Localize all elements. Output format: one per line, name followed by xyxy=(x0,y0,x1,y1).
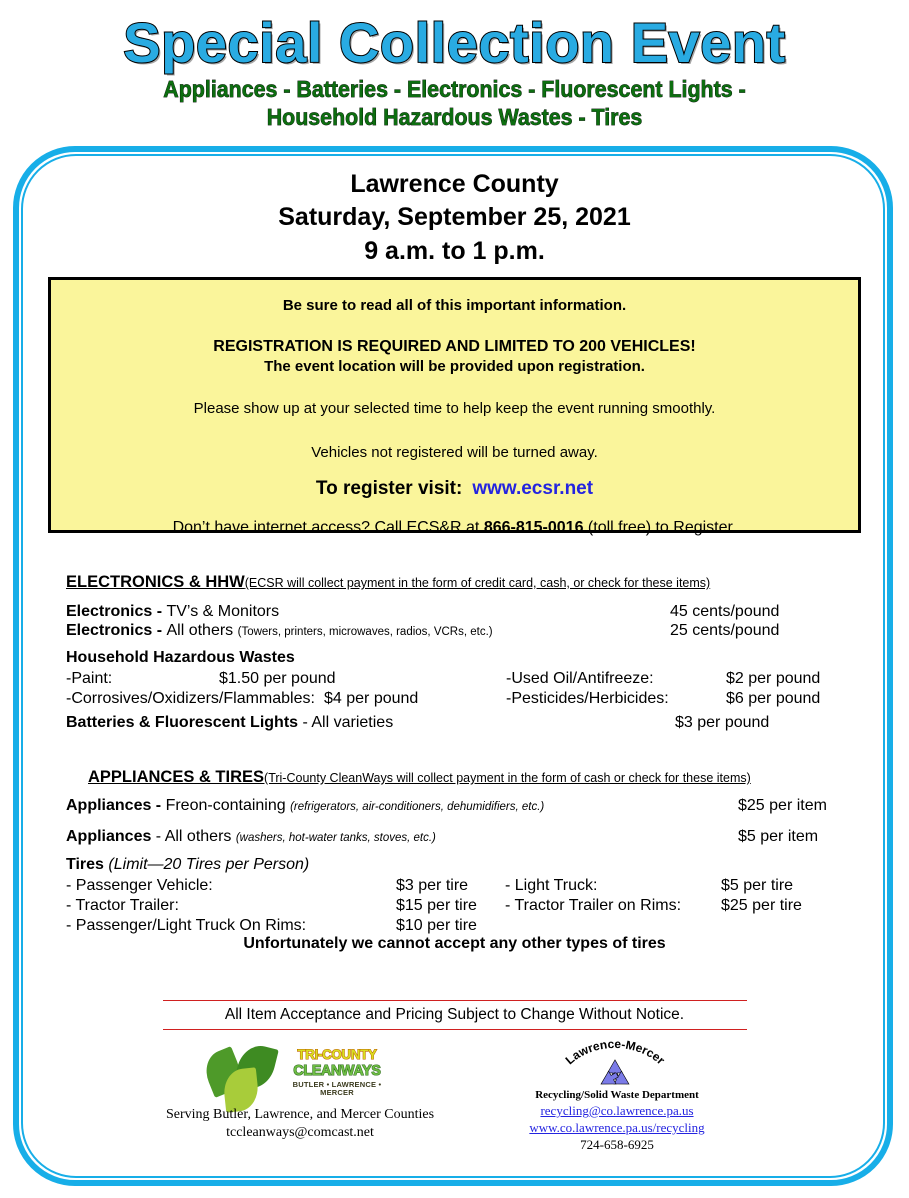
electronics-row-others xyxy=(66,621,909,642)
tire-passenger-label: - Passenger Vehicle: xyxy=(66,877,213,894)
tire-light-truck-price: $5 per tire xyxy=(721,877,794,894)
electronics-others-examples: (Towers, printers, microwaves, radios, VCRs, etc.) xyxy=(237,626,493,638)
appliances-heading-note: (Tri-County CleanWays will collect payment in the form of cash or check for these items) xyxy=(264,771,751,785)
pricing-disclaimer: All Item Acceptance and Pricing Subject to Change Without Notice. xyxy=(224,1006,685,1023)
hhw-block xyxy=(0,648,909,707)
appliance-others-label: Appliances xyxy=(66,828,152,845)
appliance-freon-price: $25 per item xyxy=(738,797,827,814)
electronics-heading-text: ELECTRONICS & HHW xyxy=(66,573,245,591)
event-details xyxy=(0,168,909,268)
event-time: 9 a.m. to 1 p.m. xyxy=(364,236,545,265)
hhw-used-oil-price: $2 per pound xyxy=(726,670,821,687)
tri-county-contact xyxy=(110,1106,490,1142)
tri-county-cleanways-logo xyxy=(200,1043,390,1099)
appliances-heading-text: APPLIANCES & TIRES xyxy=(88,768,265,786)
tire-light-truck-label: - Light Truck: xyxy=(505,877,598,894)
electronics-section-heading xyxy=(66,573,909,592)
notice-line-1: Be sure to read all of this important information. xyxy=(282,297,627,314)
footer-rule-bottom xyxy=(163,1029,747,1030)
batteries-price: $3 per pound xyxy=(675,714,770,731)
subtitle-line-1: Appliances - Batteries - Electronics - Fluorescent Lights - xyxy=(163,76,746,103)
electronics-tv-text: TV’s & Monitors xyxy=(166,603,280,620)
tires-price-table xyxy=(0,874,909,938)
appliance-row-others xyxy=(66,827,909,848)
tri-county-logo-text xyxy=(278,1047,396,1096)
footer-rule-top xyxy=(163,1000,747,1001)
appliance-freon-text: Freon-containing xyxy=(165,797,291,814)
event-date: Saturday, September 25, 2021 xyxy=(278,203,631,232)
tire-on-rims-label: - Passenger/Light Truck On Rims: xyxy=(66,917,307,934)
tri-county-counties-line: BUTLER • LAWRENCE • MERCER xyxy=(292,1080,382,1097)
tire-tractor-trailer-label: - Tractor Trailer: xyxy=(66,897,179,914)
tire-tractor-rims-label: - Tractor Trailer on Rims: xyxy=(505,897,682,914)
appliance-freon-examples: (refrigerators, air-conditioners, dehumidifiers, etc.) xyxy=(290,801,545,813)
tire-tractor-rims-price: $25 per tire xyxy=(721,897,802,914)
tires-acceptance-note: Unfortunately we cannot accept any other types of tires xyxy=(243,935,666,952)
tri-county-serving-text: Serving Butler, Lawrence, and Mercer Counties xyxy=(165,1107,435,1122)
appliance-others-text: - All others xyxy=(151,828,236,845)
appliance-others-examples: (washers, hot-water tanks, stoves, etc.) xyxy=(235,832,436,844)
electronics-heading-note: (ECSR will collect payment in the form of credit card, cash, or check for these items) xyxy=(244,576,711,590)
appliance-others-price: $5 per item xyxy=(738,828,819,845)
lawrence-mercer-contact xyxy=(497,1103,737,1154)
hhw-title: Household Hazardous Wastes xyxy=(66,649,295,666)
electronics-others-price: 25 cents/pound xyxy=(670,622,780,639)
page-title: Special Collection Event xyxy=(123,11,786,74)
header-block xyxy=(0,11,909,131)
tire-passenger-price: $3 per tire xyxy=(396,877,469,894)
tires-title xyxy=(66,855,909,874)
register-by-phone-line xyxy=(51,519,858,537)
electronics-heading-underline xyxy=(66,573,710,592)
appliances-heading-underline xyxy=(88,768,751,787)
register-phone-number: 866-815-0016 xyxy=(483,519,584,536)
register-url-link[interactable]: www.ecsr.net xyxy=(472,478,594,499)
page-subtitle xyxy=(32,75,877,131)
tire-on-rims-price: $10 per tire xyxy=(396,917,477,934)
tires-title-label: Tires xyxy=(66,856,109,873)
phone-suffix-text: (toll free) to Register. xyxy=(583,519,737,536)
hhw-price-table xyxy=(0,667,909,707)
hhw-paint-price: $1.50 per pound xyxy=(219,670,336,687)
tires-limit-note: (Limit—20 Tires per Person) xyxy=(108,856,310,873)
registration-notice-box xyxy=(48,277,861,536)
electronics-section xyxy=(0,573,909,592)
electronics-rows xyxy=(0,602,909,642)
electronics-tv-price: 45 cents/pound xyxy=(670,603,780,620)
appliance-row-freon xyxy=(66,796,909,817)
notice-location-info: The event location will be provided upon registration. xyxy=(264,358,645,375)
tire-tractor-trailer-price: $15 per tire xyxy=(396,897,477,914)
subtitle-line-2: Household Hazardous Wastes - Tires xyxy=(266,104,643,131)
tires-block xyxy=(0,855,909,938)
batteries-text: - All varieties xyxy=(298,714,394,731)
electronics-others-text: All others xyxy=(166,622,238,639)
batteries-label: Batteries & Fluorescent Lights xyxy=(66,714,299,731)
hhw-paint-label: -Paint: xyxy=(66,670,113,687)
electronics-others-label: Electronics - xyxy=(66,622,167,639)
register-line xyxy=(51,478,858,500)
appliances-rows xyxy=(0,796,909,848)
notice-unregistered-turned-away: Vehicles not registered will be turned away. xyxy=(311,444,598,461)
phone-prefix-text: Don’t have internet access? Call ECS&R at xyxy=(172,519,484,536)
lawrence-mercer-email-link[interactable]: recycling@co.lawrence.pa.us xyxy=(540,1103,694,1118)
hhw-corrosives-label: -Corrosives/Oxidizers/Flammables: xyxy=(66,690,315,707)
tri-county-wordmark-line1: TRI-COUNTY xyxy=(297,1046,377,1062)
event-county: Lawrence County xyxy=(350,170,559,198)
electronics-row-tv xyxy=(66,602,909,621)
lawrence-mercer-department: Recycling/Solid Waste Department xyxy=(535,1089,699,1101)
lawrence-mercer-website-link[interactable]: www.co.lawrence.pa.us/recycling xyxy=(529,1119,705,1135)
electronics-tv-label: Electronics - xyxy=(66,603,167,620)
notice-registration-required: REGISTRATION IS REQUIRED AND LIMITED TO 200 VEHICLES! xyxy=(213,338,696,355)
tri-county-wordmark-line2: CLEANWAYS xyxy=(293,1062,381,1079)
batteries-row xyxy=(0,713,909,732)
hhw-used-oil-label: -Used Oil/Antifreeze: xyxy=(506,670,654,687)
hhw-corrosives-price: $4 per pound xyxy=(324,690,419,707)
appliance-freon-label: Appliances - xyxy=(66,797,166,814)
lawrence-mercer-phone: 724-658-6925 xyxy=(580,1136,654,1152)
register-label: To register visit: xyxy=(315,478,463,499)
tri-county-email[interactable]: tccleanways@comcast.net xyxy=(226,1124,374,1140)
appliances-section xyxy=(0,768,909,787)
notice-show-up-on-time: Please show up at your selected time to help keep the event running smoothly. xyxy=(193,400,716,417)
hhw-pesticides-price: $6 per pound xyxy=(726,690,821,707)
svg-text:Lawrence-Mercer: Lawrence-Mercer xyxy=(562,1036,668,1068)
appliances-section-heading xyxy=(88,768,909,787)
hhw-pesticides-label: -Pesticides/Herbicides: xyxy=(506,690,669,707)
